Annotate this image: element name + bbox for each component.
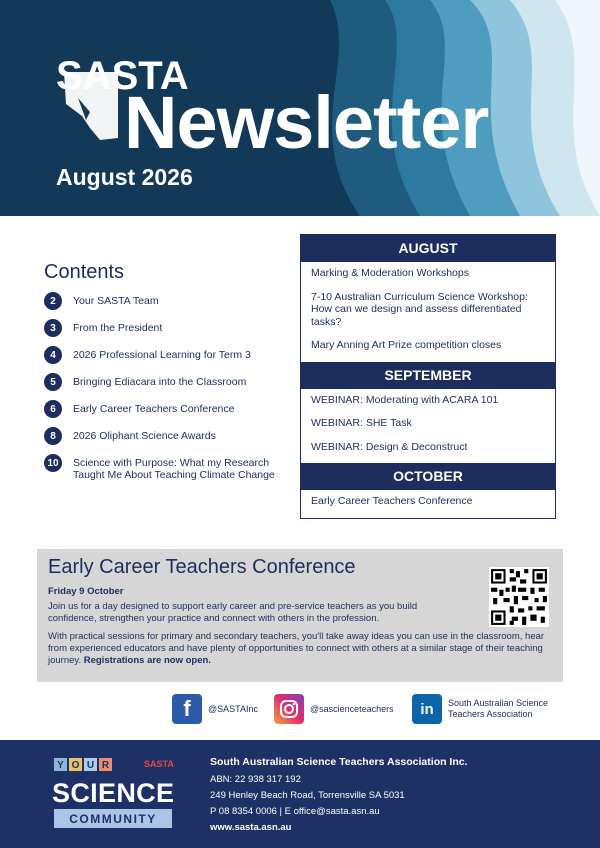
feature-paragraph-2-text: With practical sessions for primary and secondary teachers, you'll take away ideas you can use in the classroom, hear from experienced educators and have plenty of opportunities to connect with others at a similar stage of their teaching journey. [48, 631, 545, 666]
contents-item[interactable] [44, 373, 294, 391]
month-header: SEPTEMBER [301, 362, 555, 389]
registration-note: Registrations are now open. [83, 655, 211, 666]
month-header: AUGUST [301, 235, 555, 262]
instagram-link[interactable] [274, 694, 394, 724]
your-science-community-logo [52, 756, 176, 834]
contents-heading: Contents [44, 261, 125, 283]
instagram-icon [274, 694, 304, 724]
contents-item-title: 2026 Oliphant Science Awards [73, 430, 216, 442]
website-link[interactable]: www.sasta.asn.au [210, 822, 292, 833]
newsletter-title: Newsletter [124, 81, 489, 164]
contents-list [44, 292, 294, 490]
events-calendar [300, 234, 556, 519]
address: 249 Henley Beach Road, Torrensville SA 5031 [210, 790, 405, 801]
facebook-link[interactable] [172, 694, 258, 724]
facebook-handle: @SASTAInc [208, 703, 258, 714]
svg-text:R: R [101, 760, 110, 771]
linkedin-handle: South Australian Science Teachers Association [448, 698, 549, 719]
calendar-event[interactable]: WEBINAR: Design & Deconstruct [311, 440, 468, 453]
feature-paragraph-2 [48, 631, 558, 667]
page-number-badge: 4 [44, 346, 62, 364]
page-number-badge: 5 [44, 373, 62, 391]
calendar-event[interactable]: WEBINAR: SHE Task [311, 417, 412, 429]
footer [0, 740, 600, 848]
contents-item[interactable] [44, 346, 294, 364]
linkedin-link[interactable] [412, 694, 568, 724]
feature-date: Friday 9 October [48, 586, 124, 597]
ectc-feature-box [37, 549, 563, 682]
contents-item-title: Bringing Ediacara into the Classroom [73, 376, 247, 388]
issue-date: August 2026 [56, 164, 193, 190]
contents-item-title: Early Career Teachers Conference [73, 403, 235, 415]
svg-text:U: U [86, 760, 95, 771]
your-science-community-logo-graphic [52, 756, 176, 834]
calendar-event[interactable]: Mary Anning Art Prize competition closes [311, 339, 502, 351]
month-events [301, 490, 555, 518]
instagram-handle: @sascienceteachers [310, 703, 394, 714]
contents-item-title: 2026 Professional Learning for Term 3 [73, 349, 251, 361]
month-events [301, 389, 555, 464]
contents-item[interactable] [44, 292, 294, 310]
svg-text:O: O [71, 760, 80, 771]
newsletter-header [0, 0, 600, 216]
organisation-name: South Australian Science Teachers Association Inc. [210, 756, 468, 768]
svg-text:SASTA: SASTA [144, 759, 174, 769]
page-number-badge: 2 [44, 292, 62, 310]
contents-item[interactable] [44, 400, 294, 418]
calendar-event[interactable]: WEBINAR: Moderating with ACARA 101 [311, 393, 499, 406]
contents-item-title: Science with Purpose: What my Research Taught Me About Teaching Climate Change [73, 457, 275, 481]
month-header: OCTOBER [301, 463, 555, 490]
contents-item[interactable] [44, 454, 294, 481]
svg-text:SCIENCE: SCIENCE [52, 778, 174, 808]
feature-heading: Early Career Teachers Conference [48, 556, 356, 578]
contact-details: P 08 8354 0006 | E office@sasta.asn.au [210, 806, 380, 817]
page-number-badge: 6 [44, 400, 62, 418]
page-number-badge: 3 [44, 319, 62, 337]
social-links [172, 694, 572, 728]
facebook-icon: f [172, 694, 202, 724]
calendar-event[interactable]: 7-10 Australian Curriculum Science Workshop: How can we design and assess differentiated tasks? [311, 290, 528, 328]
calendar-event[interactable]: Marking & Moderation Workshops [311, 267, 469, 279]
svg-text:Y: Y [57, 760, 64, 771]
month-events [301, 262, 555, 362]
feature-paragraph-1: Join us for a day designed to support early career and pre-service teachers as you build confidence, strengthen your practice and connect with others in the profession. [48, 601, 418, 624]
svg-text:COMMUNITY: COMMUNITY [69, 812, 157, 826]
linkedin-icon: in [412, 694, 442, 724]
contents-item[interactable] [44, 427, 294, 445]
qr-code-icon[interactable] [489, 567, 549, 627]
abn: ABN: 22 938 317 192 [210, 774, 301, 785]
calendar-event[interactable]: Early Career Teachers Conference [311, 495, 473, 507]
contents-item-title: Your SASTA Team [73, 295, 159, 307]
page-number-badge: 10 [44, 454, 62, 472]
contents-item[interactable] [44, 319, 294, 337]
brand-name: SASTA [56, 54, 189, 98]
contents-item-title: From the President [73, 322, 163, 334]
page-number-badge: 8 [44, 427, 62, 445]
